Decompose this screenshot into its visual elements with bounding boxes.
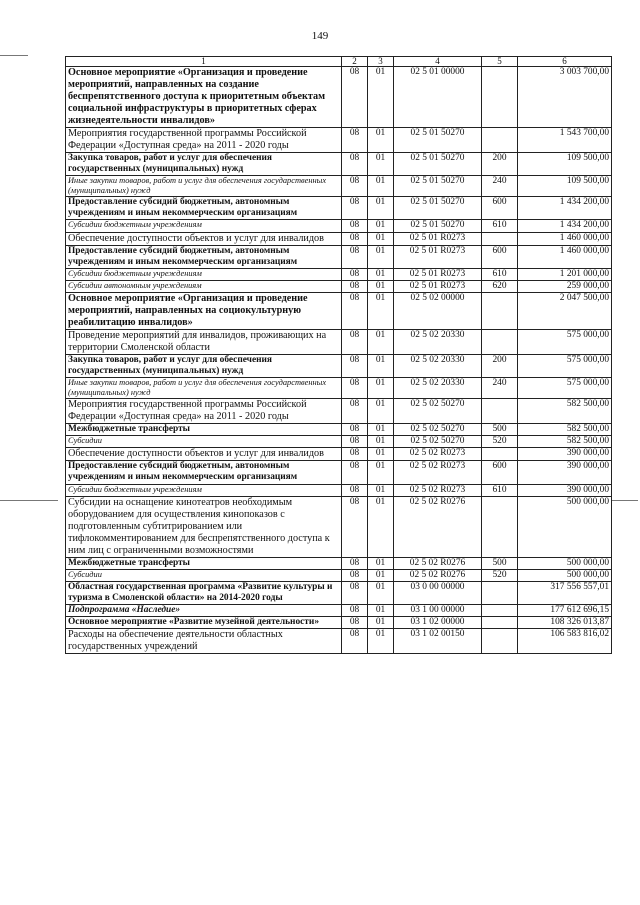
column-header: 5: [482, 57, 518, 67]
section-code-cell: 08: [342, 399, 368, 424]
table-row: [66, 461, 612, 484]
column-header: 4: [394, 57, 482, 67]
amount-cell: 3 003 700,00: [518, 67, 612, 128]
expense-type-cell: 500: [482, 424, 518, 436]
target-article-cell: 03 1 00 00000: [394, 605, 482, 617]
target-article-cell: 02 5 02 20330: [394, 330, 482, 355]
amount-cell: 390 000,00: [518, 461, 612, 484]
subsection-code-cell: 01: [368, 557, 394, 569]
table-row: [66, 581, 612, 604]
section-code-cell: 08: [342, 330, 368, 355]
row-name-cell: Предоставление субсидий бюджетным, автономным учреждениям и иным некоммерческим организациям: [66, 197, 342, 220]
table-row: [66, 128, 612, 153]
target-article-cell: 02 5 01 R0273: [394, 232, 482, 245]
expense-type-cell: 610: [482, 268, 518, 280]
subsection-code-cell: 01: [368, 232, 394, 245]
amount-cell: 2 047 500,00: [518, 292, 612, 329]
budget-table: [65, 56, 612, 654]
target-article-cell: 03 1 02 00000: [394, 617, 482, 629]
target-article-cell: 02 5 02 50270: [394, 424, 482, 436]
table-row: [66, 330, 612, 355]
expense-type-cell: 240: [482, 176, 518, 197]
amount-cell: 582 500,00: [518, 436, 612, 448]
row-name-cell: Проведение мероприятий для инвалидов, проживающих на территории Смоленской области: [66, 330, 342, 355]
target-article-cell: 02 5 02 R0276: [394, 496, 482, 557]
amount-cell: 317 556 557,01: [518, 581, 612, 604]
row-name-cell: Подпрограмма «Наследие»: [66, 605, 342, 617]
subsection-code-cell: 01: [368, 399, 394, 424]
amount-cell: 500 000,00: [518, 569, 612, 581]
target-article-cell: 02 5 01 R0273: [394, 268, 482, 280]
row-name-cell: Субсидии бюджетным учреждениям: [66, 268, 342, 280]
target-article-cell: 02 5 02 R0273: [394, 448, 482, 461]
amount-cell: 108 326 013,87: [518, 617, 612, 629]
section-code-cell: 08: [342, 268, 368, 280]
subsection-code-cell: 01: [368, 245, 394, 268]
row-name-cell: Субсидии: [66, 569, 342, 581]
table-row: [66, 617, 612, 629]
target-article-cell: 02 5 02 20330: [394, 355, 482, 378]
section-code-cell: 08: [342, 292, 368, 329]
table-header-row: [66, 57, 612, 67]
row-name-cell: Субсидии: [66, 436, 342, 448]
subsection-code-cell: 01: [368, 220, 394, 232]
expense-type-cell: [482, 232, 518, 245]
target-article-cell: 02 5 02 R0273: [394, 461, 482, 484]
subsection-code-cell: 01: [368, 569, 394, 581]
subsection-code-cell: 01: [368, 629, 394, 654]
row-name-cell: Субсидии автономным учреждениям: [66, 280, 342, 292]
target-article-cell: 02 5 02 R0276: [394, 557, 482, 569]
subsection-code-cell: 01: [368, 280, 394, 292]
row-name-cell: Субсидии бюджетным учреждениям: [66, 484, 342, 496]
column-header: 6: [518, 57, 612, 67]
section-code-cell: 08: [342, 232, 368, 245]
table-row: [66, 448, 612, 461]
table-row: [66, 378, 612, 399]
subsection-code-cell: 01: [368, 581, 394, 604]
section-code-cell: 08: [342, 605, 368, 617]
expense-type-cell: 620: [482, 280, 518, 292]
target-article-cell: 02 5 02 00000: [394, 292, 482, 329]
table-row: [66, 220, 612, 232]
table-row: [66, 355, 612, 378]
row-name-cell: Предоставление субсидий бюджетным, автономным учреждениям и иным некоммерческим организациям: [66, 245, 342, 268]
expense-type-cell: [482, 67, 518, 128]
target-article-cell: 02 5 01 50270: [394, 220, 482, 232]
expense-type-cell: 610: [482, 484, 518, 496]
subsection-code-cell: 01: [368, 268, 394, 280]
table-row: [66, 197, 612, 220]
subsection-code-cell: 01: [368, 355, 394, 378]
row-name-cell: Мероприятия государственной программы Российской Федерации «Доступная среда» на 2011 - 2020 годы: [66, 399, 342, 424]
target-article-cell: 02 5 02 20330: [394, 378, 482, 399]
expense-type-cell: 610: [482, 220, 518, 232]
row-name-cell: Основное мероприятие «Организация и проведение мероприятий, направленных на создание беспрепятственного доступа к приоритетным объектам социальной инфраструктуры в приоритетных сферах жизнедеятельности инвалидов»: [66, 67, 342, 128]
section-code-cell: 08: [342, 461, 368, 484]
section-code-cell: 08: [342, 436, 368, 448]
row-name-cell: Обеспечение доступности объектов и услуг для инвалидов: [66, 448, 342, 461]
expense-type-cell: 600: [482, 461, 518, 484]
expense-type-cell: 200: [482, 355, 518, 378]
amount-cell: 259 000,00: [518, 280, 612, 292]
amount-cell: 106 583 816,02: [518, 629, 612, 654]
section-code-cell: 08: [342, 424, 368, 436]
table-body: [66, 67, 612, 654]
amount-cell: 1 434 200,00: [518, 220, 612, 232]
expense-type-cell: [482, 581, 518, 604]
row-name-cell: Иные закупки товаров, работ и услуг для обеспечения государственных (муниципальных) нужд: [66, 176, 342, 197]
amount-cell: 390 000,00: [518, 484, 612, 496]
row-name-cell: Закупка товаров, работ и услуг для обеспечения государственных (муниципальных) нужд: [66, 355, 342, 378]
table-row: [66, 605, 612, 617]
amount-cell: 500 000,00: [518, 557, 612, 569]
amount-cell: 1 460 000,00: [518, 232, 612, 245]
section-code-cell: 08: [342, 378, 368, 399]
amount-cell: 575 000,00: [518, 330, 612, 355]
expense-type-cell: [482, 448, 518, 461]
expense-type-cell: [482, 128, 518, 153]
expense-type-cell: [482, 330, 518, 355]
subsection-code-cell: 01: [368, 153, 394, 176]
section-code-cell: 08: [342, 557, 368, 569]
row-name-cell: Межбюджетные трансферты: [66, 424, 342, 436]
target-article-cell: 02 5 01 50270: [394, 197, 482, 220]
table-row: [66, 399, 612, 424]
subsection-code-cell: 01: [368, 605, 394, 617]
table-row: [66, 436, 612, 448]
table-row: [66, 557, 612, 569]
table-row: [66, 153, 612, 176]
subsection-code-cell: 01: [368, 330, 394, 355]
margin-mark: [0, 500, 58, 501]
amount-cell: 1 543 700,00: [518, 128, 612, 153]
expense-type-cell: [482, 605, 518, 617]
subsection-code-cell: 01: [368, 496, 394, 557]
expense-type-cell: 520: [482, 436, 518, 448]
expense-type-cell: 240: [482, 378, 518, 399]
target-article-cell: 02 5 02 R0276: [394, 569, 482, 581]
table-row: [66, 176, 612, 197]
row-name-cell: Субсидии на оснащение кинотеатров необходимым оборудованием для осуществления кинопоказов с подготовленным субтитрированием или тифлокомментированием для беспрепятственного доступа к ним лиц с ограниченными возможностями: [66, 496, 342, 557]
amount-cell: 582 500,00: [518, 424, 612, 436]
amount-cell: 1 460 000,00: [518, 245, 612, 268]
subsection-code-cell: 01: [368, 67, 394, 128]
row-name-cell: Закупка товаров, работ и услуг для обеспечения государственных (муниципальных) нужд: [66, 153, 342, 176]
amount-cell: 582 500,00: [518, 399, 612, 424]
section-code-cell: 08: [342, 629, 368, 654]
subsection-code-cell: 01: [368, 461, 394, 484]
section-code-cell: 08: [342, 484, 368, 496]
table-row: [66, 569, 612, 581]
row-name-cell: Обеспечение доступности объектов и услуг для инвалидов: [66, 232, 342, 245]
target-article-cell: 02 5 01 R0273: [394, 280, 482, 292]
row-name-cell: Субсидии бюджетным учреждениям: [66, 220, 342, 232]
target-article-cell: 03 0 00 00000: [394, 581, 482, 604]
table-row: [66, 232, 612, 245]
expense-type-cell: 520: [482, 569, 518, 581]
column-header: 1: [66, 57, 342, 67]
subsection-code-cell: 01: [368, 448, 394, 461]
table-row: [66, 280, 612, 292]
margin-mark: [612, 500, 638, 501]
row-name-cell: Основное мероприятие «Организация и проведение мероприятий, направленных на социокультурную реабилитацию инвалидов»: [66, 292, 342, 329]
amount-cell: 177 612 696,15: [518, 605, 612, 617]
amount-cell: 390 000,00: [518, 448, 612, 461]
section-code-cell: 08: [342, 153, 368, 176]
table-row: [66, 484, 612, 496]
row-name-cell: Основное мероприятие «Развитие музейной деятельности»: [66, 617, 342, 629]
row-name-cell: Расходы на обеспечение деятельности областных государственных учреждений: [66, 629, 342, 654]
subsection-code-cell: 01: [368, 436, 394, 448]
row-name-cell: Предоставление субсидий бюджетным, автономным учреждениям и иным некоммерческим организациям: [66, 461, 342, 484]
subsection-code-cell: 01: [368, 197, 394, 220]
section-code-cell: 08: [342, 176, 368, 197]
table-row: [66, 268, 612, 280]
expense-type-cell: [482, 496, 518, 557]
section-code-cell: 08: [342, 569, 368, 581]
expense-type-cell: 600: [482, 245, 518, 268]
section-code-cell: 08: [342, 617, 368, 629]
expense-type-cell: [482, 629, 518, 654]
expense-type-cell: [482, 399, 518, 424]
section-code-cell: 08: [342, 128, 368, 153]
expense-type-cell: 200: [482, 153, 518, 176]
margin-mark: [0, 55, 28, 56]
column-header: 3: [368, 57, 394, 67]
expense-type-cell: 500: [482, 557, 518, 569]
table-row: [66, 629, 612, 654]
row-name-cell: Областная государственная программа «Развитие культуры и туризма в Смоленской области» на 2014-2020 годы: [66, 581, 342, 604]
target-article-cell: 02 5 01 R0273: [394, 245, 482, 268]
subsection-code-cell: 01: [368, 176, 394, 197]
row-name-cell: Мероприятия государственной программы Российской Федерации «Доступная среда» на 2011 - 2020 годы: [66, 128, 342, 153]
target-article-cell: 02 5 02 50270: [394, 436, 482, 448]
section-code-cell: 08: [342, 280, 368, 292]
amount-cell: 1 201 000,00: [518, 268, 612, 280]
section-code-cell: 08: [342, 496, 368, 557]
target-article-cell: 03 1 02 00150: [394, 629, 482, 654]
amount-cell: 500 000,00: [518, 496, 612, 557]
amount-cell: 575 000,00: [518, 355, 612, 378]
amount-cell: 575 000,00: [518, 378, 612, 399]
expense-type-cell: [482, 292, 518, 329]
table-row: [66, 496, 612, 557]
subsection-code-cell: 01: [368, 617, 394, 629]
row-name-cell: Иные закупки товаров, работ и услуг для обеспечения государственных (муниципальных) нужд: [66, 378, 342, 399]
table-row: [66, 245, 612, 268]
amount-cell: 109 500,00: [518, 153, 612, 176]
subsection-code-cell: 01: [368, 484, 394, 496]
target-article-cell: 02 5 02 50270: [394, 399, 482, 424]
section-code-cell: 08: [342, 197, 368, 220]
expense-type-cell: [482, 617, 518, 629]
row-name-cell: Межбюджетные трансферты: [66, 557, 342, 569]
section-code-cell: 08: [342, 448, 368, 461]
section-code-cell: 08: [342, 355, 368, 378]
table-row: [66, 67, 612, 128]
column-header: 2: [342, 57, 368, 67]
table-row: [66, 292, 612, 329]
amount-cell: 1 434 200,00: [518, 197, 612, 220]
section-code-cell: 08: [342, 67, 368, 128]
target-article-cell: 02 5 01 50270: [394, 176, 482, 197]
section-code-cell: 08: [342, 220, 368, 232]
amount-cell: 109 500,00: [518, 176, 612, 197]
subsection-code-cell: 01: [368, 292, 394, 329]
target-article-cell: 02 5 01 00000: [394, 67, 482, 128]
target-article-cell: 02 5 02 R0273: [394, 484, 482, 496]
subsection-code-cell: 01: [368, 424, 394, 436]
subsection-code-cell: 01: [368, 128, 394, 153]
target-article-cell: 02 5 01 50270: [394, 153, 482, 176]
section-code-cell: 08: [342, 245, 368, 268]
section-code-cell: 08: [342, 581, 368, 604]
subsection-code-cell: 01: [368, 378, 394, 399]
target-article-cell: 02 5 01 50270: [394, 128, 482, 153]
page-number: 149: [311, 30, 329, 42]
table-row: [66, 424, 612, 436]
expense-type-cell: 600: [482, 197, 518, 220]
